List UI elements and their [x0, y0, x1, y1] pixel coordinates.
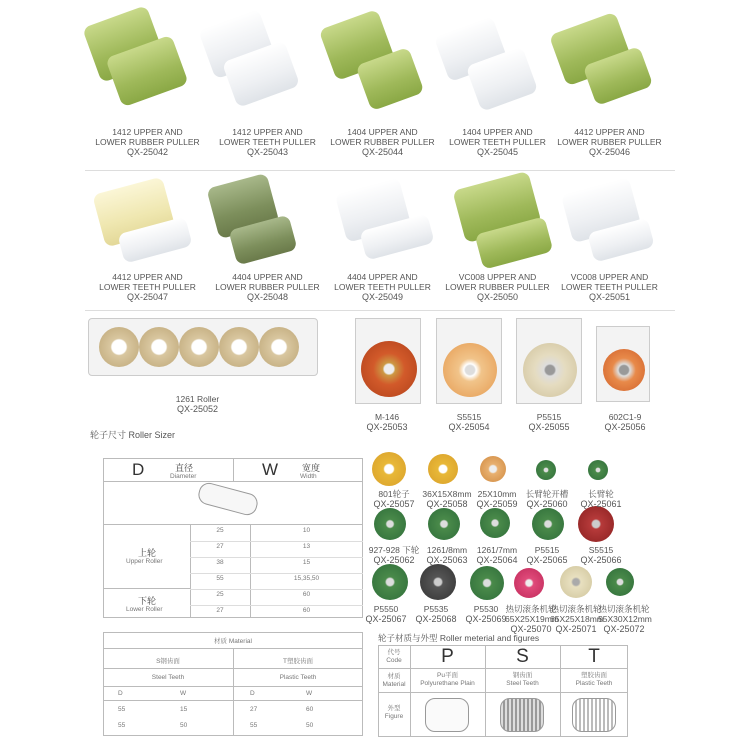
w-cn: 宽度	[302, 463, 321, 473]
size-w-cell: 13	[302, 543, 311, 550]
product-caption-QX-25042	[90, 127, 205, 157]
wheel-image	[374, 508, 406, 540]
product-caption-QX-25054	[430, 412, 508, 432]
d-en: Diameter	[170, 473, 197, 480]
caption-name: S5515	[456, 412, 482, 422]
caption-code: QX-25051	[588, 292, 631, 302]
wheel-image	[480, 508, 510, 538]
wheel-caption-QX-25071	[550, 604, 602, 634]
figure-label: 外型 Figure	[384, 705, 404, 720]
product-caption-QX-25052	[150, 394, 245, 414]
steel-cn: S钢齿面	[156, 658, 180, 665]
wheel-caption-QX-25061	[572, 489, 630, 509]
mat-w2: W	[306, 690, 313, 697]
wheel-image	[532, 508, 564, 540]
caption-name: S5515	[588, 545, 614, 555]
wheel-image	[514, 568, 544, 598]
lower-roller-cn: 下轮	[138, 596, 157, 606]
caption-code: QX-25058	[426, 499, 468, 509]
wheel-caption-QX-25065	[518, 545, 576, 565]
plastic-cn: T塑胶齿面	[283, 658, 313, 665]
caption-code: QX-25066	[580, 555, 622, 565]
caption-code: QX-25068	[415, 614, 457, 624]
caption-name: P5530	[473, 604, 499, 614]
caption-name: 长臂轮开槽	[525, 489, 569, 499]
caption-code: QX-25063	[426, 555, 468, 565]
material-cell: 55	[250, 722, 258, 729]
caption-code: QX-25055	[528, 422, 570, 432]
caption-code: QX-25070	[510, 624, 552, 634]
caption-name: 36X15X8mm	[422, 489, 472, 499]
caption-name: VC008 UPPER AND LOWER TEETH PULLER	[561, 272, 658, 292]
material-cell: 27	[250, 706, 258, 713]
caption-name: 1412 UPPER AND LOWER TEETH PULLER	[219, 127, 316, 147]
wheel-image	[372, 564, 408, 600]
plastic-en: Plastic Teeth	[279, 674, 317, 681]
product-caption-QX-25049	[325, 272, 440, 302]
material-title: 材质 Material	[214, 638, 252, 645]
figure-s-steel	[500, 698, 544, 732]
material-cell: 15	[180, 706, 188, 713]
d-letter: D	[132, 460, 145, 479]
caption-name: 4412 UPPER AND LOWER TEETH PULLER	[99, 272, 196, 292]
size-d-cell: 27	[216, 543, 224, 550]
wheel-caption-QX-25072	[598, 604, 650, 634]
caption-name: 1261/8mm	[426, 545, 468, 555]
caption-name: M-146	[374, 412, 400, 422]
product-caption-QX-25046	[552, 127, 667, 157]
caption-code: QX-25061	[580, 499, 622, 509]
caption-code: QX-25057	[373, 499, 415, 509]
caption-name: 长臂轮	[588, 489, 614, 499]
material-cell: 60	[306, 706, 314, 713]
caption-name: VC008 UPPER AND LOWER RUBBER PULLER	[445, 272, 550, 292]
caption-code: QX-25045	[476, 147, 519, 157]
caption-name: P5550	[373, 604, 399, 614]
caption-name: 4404 UPPER AND LOWER TEETH PULLER	[334, 272, 431, 292]
caption-code: QX-25056	[604, 422, 646, 432]
steel-en: Steel Teeth	[151, 674, 185, 681]
size-d-cell: 25	[216, 591, 224, 598]
caption-code: QX-25053	[366, 422, 408, 432]
caption-code: QX-25042	[126, 147, 169, 157]
wheel-image	[536, 460, 556, 480]
caption-code: QX-25059	[476, 499, 518, 509]
caption-name: P5535	[423, 604, 449, 614]
size-d-cell: 38	[216, 559, 224, 566]
wheel-caption-QX-25067	[360, 604, 412, 624]
caption-name: 927-928 下轮	[368, 545, 420, 555]
caption-code: QX-25050	[476, 292, 519, 302]
wheel-image	[588, 460, 608, 480]
caption-code: QX-25044	[361, 147, 404, 157]
material-label: 材质 Material	[382, 673, 406, 688]
caption-code: QX-25064	[476, 555, 518, 565]
caption-code: QX-25072	[603, 624, 645, 634]
wheel-image	[470, 566, 504, 600]
code-s: S	[516, 646, 529, 667]
caption-name: 1404 UPPER AND LOWER TEETH PULLER	[449, 127, 546, 147]
mat-t: 塑胶齿面 Plastic Teeth	[575, 672, 613, 687]
section-title-roller-size: 轮子尺寸 Roller Sizer	[90, 430, 176, 440]
caption-name: 602C1-9	[608, 412, 642, 422]
wheel-image	[420, 564, 456, 600]
size-w-cell: 10	[302, 527, 311, 534]
caption-code: QX-25046	[588, 147, 631, 157]
w-en: Width	[300, 473, 317, 480]
caption-code: QX-25054	[448, 422, 490, 432]
product-caption-QX-25045	[440, 127, 555, 157]
caption-code: QX-25048	[246, 292, 289, 302]
caption-name: 1261/7mm	[476, 545, 518, 555]
caption-code: QX-25052	[176, 404, 219, 414]
wheel-image	[578, 506, 614, 542]
caption-name: 1404 UPPER AND LOWER RUBBER PULLER	[330, 127, 435, 147]
size-w-cell: 15,35,50	[293, 575, 320, 582]
material-cell: 55	[118, 722, 126, 729]
code-label: 代号 Code	[386, 649, 402, 664]
figure-p-plain	[425, 698, 469, 732]
product-caption-QX-25047	[90, 272, 205, 302]
caption-name: 4404 UPPER AND LOWER RUBBER PULLER	[215, 272, 320, 292]
product-caption-QX-25055	[510, 412, 588, 432]
wheel-image	[372, 452, 406, 486]
caption-code: QX-25065	[526, 555, 568, 565]
product-caption-QX-25044	[325, 127, 440, 157]
upper-roller-en: Upper Roller	[126, 558, 163, 565]
wheel-caption-QX-25062	[365, 545, 423, 565]
caption-name: 热切滚条机轮 55X30X12mm	[598, 604, 652, 624]
size-d-cell: 27	[216, 607, 224, 614]
caption-code: QX-25060	[526, 499, 568, 509]
wheel-caption-QX-25057	[365, 489, 423, 509]
caption-name: P5515	[536, 412, 562, 422]
wheel-caption-QX-25066	[572, 545, 630, 565]
wheel-image	[428, 454, 458, 484]
caption-code: QX-25043	[246, 147, 289, 157]
section-title-material-figures: 轮子材质与外型 Roller meterial and figures	[378, 633, 540, 643]
wheel-caption-QX-25060	[518, 489, 576, 509]
lower-roller-en: Lower Roller	[126, 606, 163, 613]
material-cell: 50	[180, 722, 188, 729]
caption-name: 801轮子	[378, 489, 410, 499]
wheel-image	[480, 456, 506, 482]
material-cell: 50	[306, 722, 314, 729]
caption-name: 1261 Roller	[175, 394, 220, 404]
mat-s: 钢齿面 Steel Teeth	[506, 672, 539, 687]
size-d-cell: 25	[216, 527, 224, 534]
w-letter: W	[262, 460, 279, 479]
figure-t-plastic	[572, 698, 616, 732]
product-caption-QX-25056	[586, 412, 664, 432]
code-t: T	[588, 646, 600, 667]
caption-name: 25X10mm	[477, 489, 517, 499]
product-caption-QX-25051	[552, 272, 667, 302]
caption-code: QX-25049	[361, 292, 404, 302]
caption-code: QX-25047	[126, 292, 169, 302]
caption-name: 热切滚条机轮 65X25X19mm	[505, 604, 559, 624]
wheel-caption-QX-25068	[410, 604, 462, 624]
product-caption-QX-25048	[210, 272, 325, 302]
product-caption-QX-25050	[440, 272, 555, 302]
mat-d2: D	[250, 690, 255, 697]
code-p: P	[441, 646, 454, 667]
caption-name: P5515	[534, 545, 560, 555]
upper-roller-cn: 上轮	[138, 548, 157, 558]
wheel-image	[606, 568, 634, 596]
caption-code: QX-25062	[373, 555, 415, 565]
caption-name: 4412 UPPER AND LOWER RUBBER PULLER	[557, 127, 662, 147]
size-d-cell: 55	[216, 575, 224, 582]
caption-name: 1412 UPPER AND LOWER RUBBER PULLER	[95, 127, 200, 147]
caption-code: QX-25067	[365, 614, 407, 624]
size-w-cell: 15	[302, 559, 311, 566]
product-caption-QX-25053	[348, 412, 426, 432]
d-cn: 直径	[175, 463, 194, 473]
caption-code: QX-25071	[555, 624, 597, 634]
caption-code: QX-25069	[465, 614, 507, 624]
material-cell: 55	[118, 706, 126, 713]
mat-p: Pu平面 Polyurethane Plain	[420, 672, 475, 687]
mat-d1: D	[118, 690, 123, 697]
mat-w1: W	[180, 690, 187, 697]
caption-name: 热切滚条机轮 65X25X18mm	[550, 604, 604, 624]
wheel-image	[428, 508, 460, 540]
product-caption-QX-25043	[210, 127, 325, 157]
size-w-cell: 60	[302, 607, 311, 614]
size-w-cell: 60	[302, 591, 311, 598]
wheel-image	[560, 566, 592, 598]
